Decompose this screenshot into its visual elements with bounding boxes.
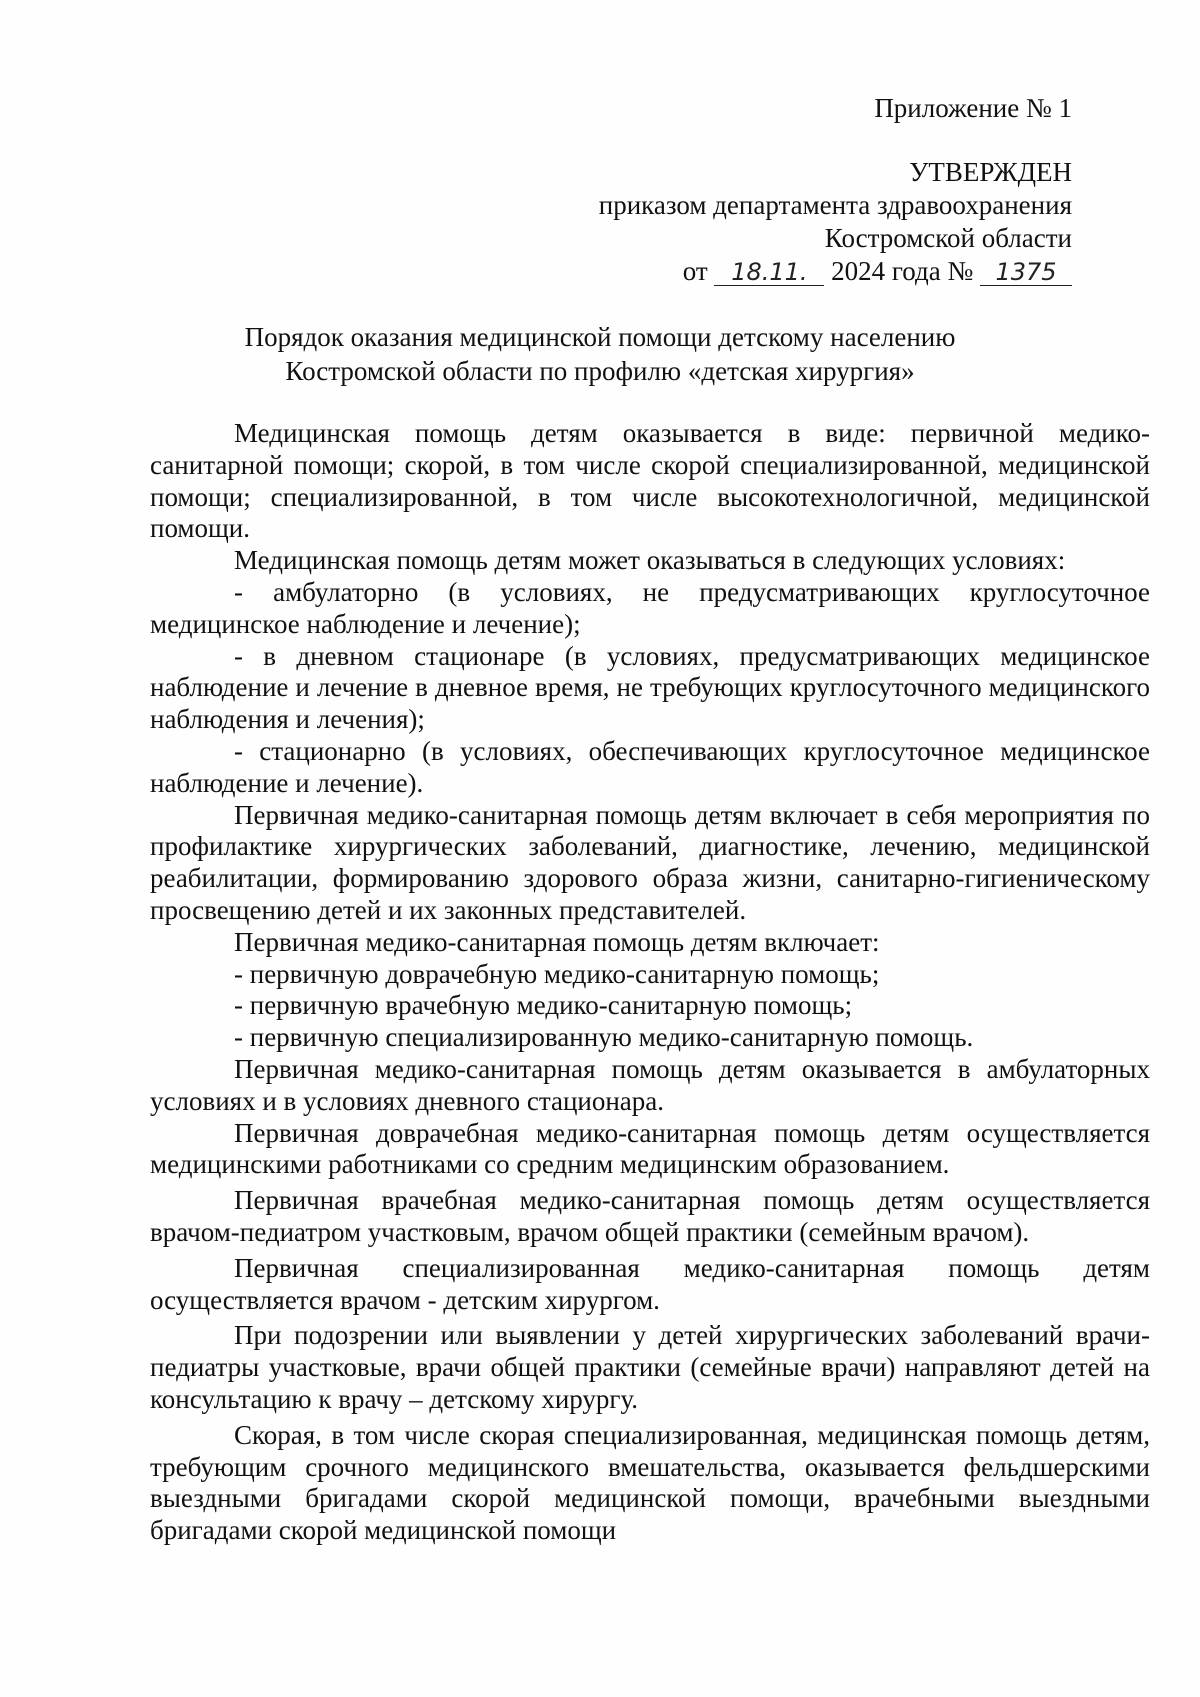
order-line-2: Костромской области: [824, 223, 1072, 253]
paragraph: Медицинская помощь детям оказывается в виде: первичной медико-санитарной помощи; скорой, в том числе скорой специализированной, медицинской помощи; специализированной, в том числе высокотехнологичной, медицинской помощи.: [150, 418, 1150, 544]
document-title: [150, 320, 1050, 388]
handwritten-number: 1375: [980, 259, 1072, 286]
title-line-2: Костромской области по профилю «детская хирургия»: [285, 356, 915, 386]
paragraph: Скорая, в том числе скорая специализированная, медицинская помощь детям, требующим срочного медицинского вмешательства, оказывается фельдшерскими выездными бригадами скорой медицинской помощи, врачебными выездными бригадами скорой медицинской помощи: [150, 1419, 1150, 1546]
paragraph: Медицинская помощь детям может оказываться в следующих условиях:: [234, 545, 1066, 576]
document-body: [150, 418, 1150, 1547]
approval-block: [599, 156, 1072, 288]
paragraph: При подозрении или выявлении у детей хирургических заболеваний врачи-педиатры участковые, врачи общей практики (семейные врачи) направляют детей на консультацию к врачу – детскому хирургу.: [150, 1320, 1150, 1414]
handwritten-date: 18.11.: [714, 259, 824, 286]
order-line-1: приказом департамента здравоохранения: [598, 190, 1072, 220]
year-text: 2024 года №: [831, 256, 974, 286]
order-date-line: [599, 255, 1072, 288]
paragraph: Первичная медико-санитарная помощь детям включает:: [234, 926, 880, 957]
paragraph: Первичная доврачебная медико-санитарная помощь детям осуществляется медицинскими работниками со средним медицинским образованием.: [150, 1117, 1150, 1180]
appendix-label: Приложение № 1: [874, 93, 1072, 123]
list-item: - стационарно (в условиях, обеспечивающих круглосуточное медицинское наблюдение и лечение).: [150, 735, 1150, 798]
paragraph: Первичная медико-санитарная помощь детям включает в себя мероприятия по профилактике хирургических заболеваний, диагностике, лечению, медицинской реабилитации, формированию здорового образа жизни, санитарно-гигиеническому просвещению детей и их законных представителей.: [150, 799, 1150, 925]
list-item: - первичную специализированную медико-санитарную помощь.: [234, 1022, 974, 1053]
list-item: - первичную доврачебную медико-санитарную помощь;: [234, 958, 880, 989]
title-line-1: Порядок оказания медицинской помощи детскому населению: [244, 322, 956, 352]
approved-label: УТВЕРЖДЕН: [909, 157, 1072, 187]
list-item: - первичную врачебную медико-санитарную помощь;: [234, 990, 853, 1021]
paragraph: Первичная специализированная медико-санитарная помощь детям осуществляется врачом - детским хирургом.: [150, 1252, 1150, 1315]
list-item: - в дневном стационаре (в условиях, предусматривающих медицинское наблюдение и лечение в дневное время, не требующих круглосуточного медицинского наблюдения и лечения);: [150, 640, 1150, 735]
list-item: - амбулаторно (в условиях, не предусматривающих круглосуточное медицинское наблюдение и лечение);: [150, 576, 1150, 639]
paragraph: Первичная врачебная медико-санитарная помощь детям осуществляется врачом-педиатром участковым, врачом общей практики (семейным врачом).: [150, 1185, 1150, 1247]
date-prefix: от: [682, 256, 708, 286]
paragraph: Первичная медико-санитарная помощь детям оказывается в амбулаторных условиях и в условиях дневного стационара.: [150, 1053, 1150, 1116]
